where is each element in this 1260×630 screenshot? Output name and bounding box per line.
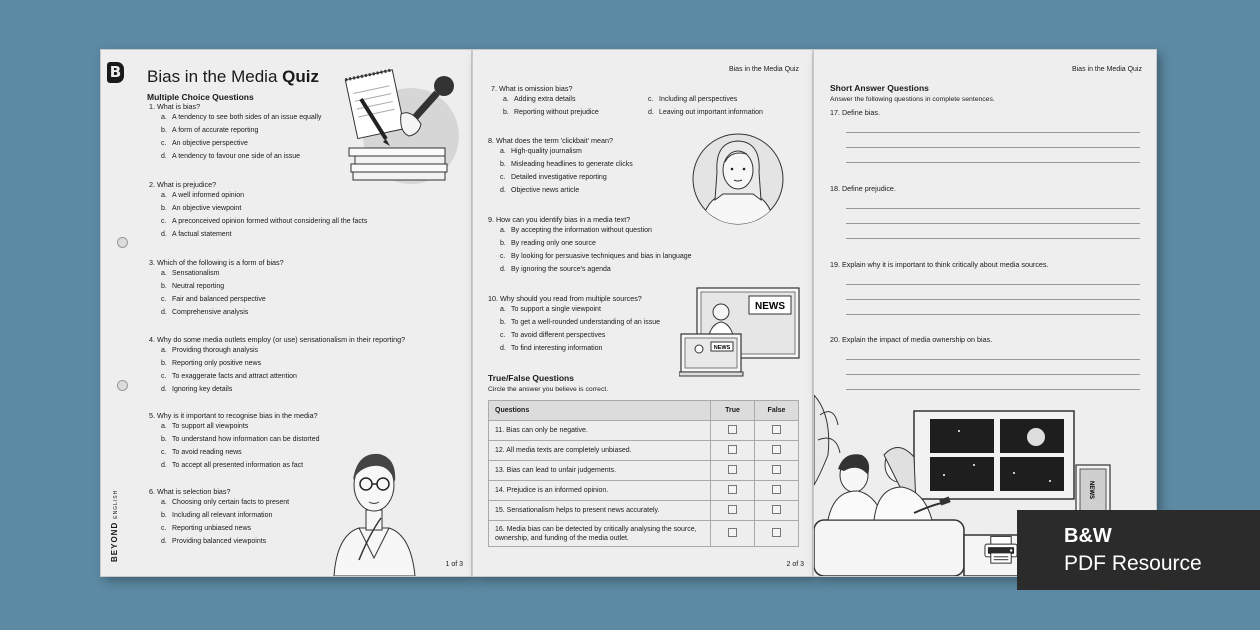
false-checkbox[interactable]	[772, 505, 781, 514]
answer-option: a. By accepting the information without question	[500, 227, 652, 234]
answer-option: b. Misleading headlines to generate clicks	[500, 161, 633, 168]
answer-option: d. By ignoring the source's agenda	[500, 266, 611, 273]
answer-line	[846, 208, 1140, 209]
answer-line	[846, 147, 1140, 148]
table-body	[489, 421, 799, 547]
answer-option: c. An objective perspective	[161, 140, 248, 147]
answer-line	[846, 238, 1140, 239]
false-checkbox[interactable]	[772, 425, 781, 434]
person-glasses-illustration	[329, 440, 419, 576]
banner-title: B&W	[1064, 525, 1112, 547]
answer-option: b. A form of accurate reporting	[161, 127, 259, 134]
question-block	[488, 215, 692, 276]
question-text: 10. Why should you read from multiple sources?	[488, 294, 642, 303]
answer-option: d. Comprehensive analysis	[161, 309, 249, 316]
question-text: 8. What does the term 'clickbait' mean?	[488, 136, 613, 145]
tf-section-heading: True/False Questions	[488, 373, 574, 383]
quiz-page-2	[473, 50, 812, 576]
answer-option: a. High-quality journalism	[500, 148, 582, 155]
false-checkbox[interactable]	[772, 465, 781, 474]
answer-option: b. By reading only one source	[500, 240, 596, 247]
answer-option: b. Neutral reporting	[161, 283, 225, 290]
answer-option: b. To understand how information can be distorted	[161, 436, 320, 443]
question-block	[488, 294, 660, 355]
question-block	[149, 258, 284, 319]
tv-news-sign: NEWS	[1088, 481, 1094, 499]
table-row	[489, 521, 799, 547]
answer-line	[846, 284, 1140, 285]
question-block	[149, 180, 367, 241]
answer-line	[846, 374, 1140, 375]
true-checkbox[interactable]	[728, 505, 737, 514]
column-header: True	[711, 401, 755, 421]
answer-option: a. Providing thorough analysis	[161, 347, 258, 354]
column-header: False	[755, 401, 799, 421]
question-block	[149, 102, 321, 163]
question-17: 17. Define bias.	[830, 108, 880, 117]
bw-pdf-resource-banner	[1017, 510, 1260, 590]
news-sign-small: NEWS	[713, 345, 731, 351]
question-text: 4. Why do some media outlets employ (or use) sensationalism in their reporting?	[149, 335, 406, 344]
table-header-row	[489, 401, 799, 421]
answer-line	[846, 162, 1140, 163]
question-block	[149, 411, 319, 472]
true-false-table	[488, 400, 799, 547]
true-checkbox[interactable]	[728, 465, 737, 474]
question-text: 9. How can you identify bias in a media text?	[488, 215, 631, 224]
table-row	[489, 501, 799, 521]
question-text: 2. What is prejudice?	[149, 180, 217, 189]
woman-illustration	[691, 132, 786, 227]
answer-line	[846, 314, 1140, 315]
answer-option: a. Sensationalism	[161, 270, 220, 277]
banner-subtitle: PDF Resource	[1064, 552, 1202, 575]
page-number: 2 of 3	[786, 561, 804, 568]
answer-option: c. A preconceived opinion formed without considering all the facts	[161, 218, 368, 225]
printer-icon	[984, 524, 1018, 576]
tf-question: 12. All media texts are completely unbiased.	[489, 441, 711, 461]
true-checkbox[interactable]	[728, 528, 737, 537]
column-header: Questions	[489, 401, 711, 421]
answer-option: b. An objective viewpoint	[161, 205, 242, 212]
answer-option: d. To find interesting information	[500, 345, 603, 352]
answer-line	[846, 389, 1140, 390]
tf-question: 14. Prejudice is an informed opinion.	[489, 481, 711, 501]
question-19: 19. Explain why it is important to think critically about media sources.	[830, 260, 1049, 269]
answer-line	[846, 223, 1140, 224]
table-row	[489, 481, 799, 501]
answer-option: c. To avoid reading news	[161, 449, 242, 456]
binder-hole	[117, 237, 128, 248]
answer-option: d. To accept all presented information as fact	[161, 462, 304, 469]
false-checkbox[interactable]	[772, 485, 781, 494]
false-checkbox[interactable]	[772, 528, 781, 537]
answer-option: a. A tendency to see both sides of an issue equally	[161, 114, 322, 121]
binder-hole	[117, 380, 128, 391]
page-header: Bias in the Media Quiz	[728, 66, 799, 73]
section-heading: Multiple Choice Questions	[147, 92, 254, 102]
question-block	[149, 487, 289, 548]
brand-vertical: BEYONDENGLISH	[110, 489, 119, 562]
beyond-logo: B	[107, 62, 124, 83]
microphone-notepad-illustration	[341, 64, 466, 189]
answer-option: b. To get a well-rounded understanding of an issue	[500, 319, 661, 326]
page-number: 1 of 3	[445, 561, 463, 568]
answer-option: d. A factual statement	[161, 231, 232, 238]
tf-question: 16. Media bias can be detected by critically analysing the source, ownership, and funding of the media outlet.	[489, 521, 711, 547]
news-broadcast-illustration	[679, 286, 801, 378]
question-text: 3. Which of the following is a form of bias?	[149, 258, 284, 267]
question-7-options: a. Adding extra details c. Including all perspectives b. Reporting without prejudice d. Leaving out important information	[503, 96, 763, 116]
quiz-page-3	[814, 50, 1156, 576]
answer-option: d. A tendency to favour one side of an issue	[161, 153, 301, 160]
answer-line	[846, 359, 1140, 360]
answer-option: a. To support all viewpoints	[161, 423, 249, 430]
answer-option: d. Ignoring key details	[161, 386, 233, 393]
question-7: 7. What is omission bias? a. Adding extra details c. Including all perspectives b. Reporting without prejudice d. Leaving out important information	[491, 84, 798, 119]
answer-option: b. Reporting only positive news	[161, 360, 262, 367]
tf-question: 11. Bias can only be negative.	[489, 421, 711, 441]
question-text: 1. What is bias?	[149, 102, 201, 111]
question-block	[149, 335, 405, 396]
answer-option: c. To avoid different perspectives	[500, 332, 606, 339]
answer-option: d. Objective news article	[500, 187, 580, 194]
section-heading: Short Answer Questions	[830, 83, 929, 93]
question-block	[488, 136, 633, 197]
table-row	[489, 421, 799, 441]
answer-option: c. To exaggerate facts and attract attention	[161, 373, 297, 380]
answer-option: a. A well informed opinion	[161, 192, 244, 199]
answer-option: c. Detailed investigative reporting	[500, 174, 607, 181]
answer-option: a. Choosing only certain facts to present	[161, 499, 290, 506]
answer-option: c. Reporting unbiased news	[161, 525, 251, 532]
answer-option: c. Fair and balanced perspective	[161, 296, 266, 303]
table-row	[489, 441, 799, 461]
false-checkbox[interactable]	[772, 445, 781, 454]
true-checkbox[interactable]	[728, 425, 737, 434]
answer-line	[846, 132, 1140, 133]
question-text: 6. What is selection bias?	[149, 487, 231, 496]
question-text: 5. Why is it important to recognise bias in the media?	[149, 411, 318, 420]
question-18: 18. Define prejudice.	[830, 184, 896, 193]
page-title: Bias in the Media Quiz	[147, 67, 319, 86]
answer-option: c. By looking for persuasive techniques and bias in language	[500, 253, 692, 260]
answer-option: a. To support a single viewpoint	[500, 306, 601, 313]
answer-option: d. Providing balanced viewpoints	[161, 538, 267, 545]
quiz-page-1	[101, 50, 471, 576]
question-20: 20. Explain the impact of media ownership on bias.	[830, 335, 993, 344]
answer-line	[846, 299, 1140, 300]
answer-option: b. Including all relevant information	[161, 512, 273, 519]
true-checkbox[interactable]	[728, 445, 737, 454]
table-row	[489, 461, 799, 481]
true-checkbox[interactable]	[728, 485, 737, 494]
news-sign: NEWS	[755, 301, 785, 312]
tf-instruction: Circle the answer you believe is correct.	[488, 386, 609, 393]
tf-question: 13. Bias can lead to unfair judgements.	[489, 461, 711, 481]
instruction: Answer the following questions in complete sentences.	[830, 96, 995, 103]
tf-question: 15. Sensationalism helps to present news accurately.	[489, 501, 711, 521]
page-header: Bias in the Media Quiz	[1071, 66, 1142, 73]
